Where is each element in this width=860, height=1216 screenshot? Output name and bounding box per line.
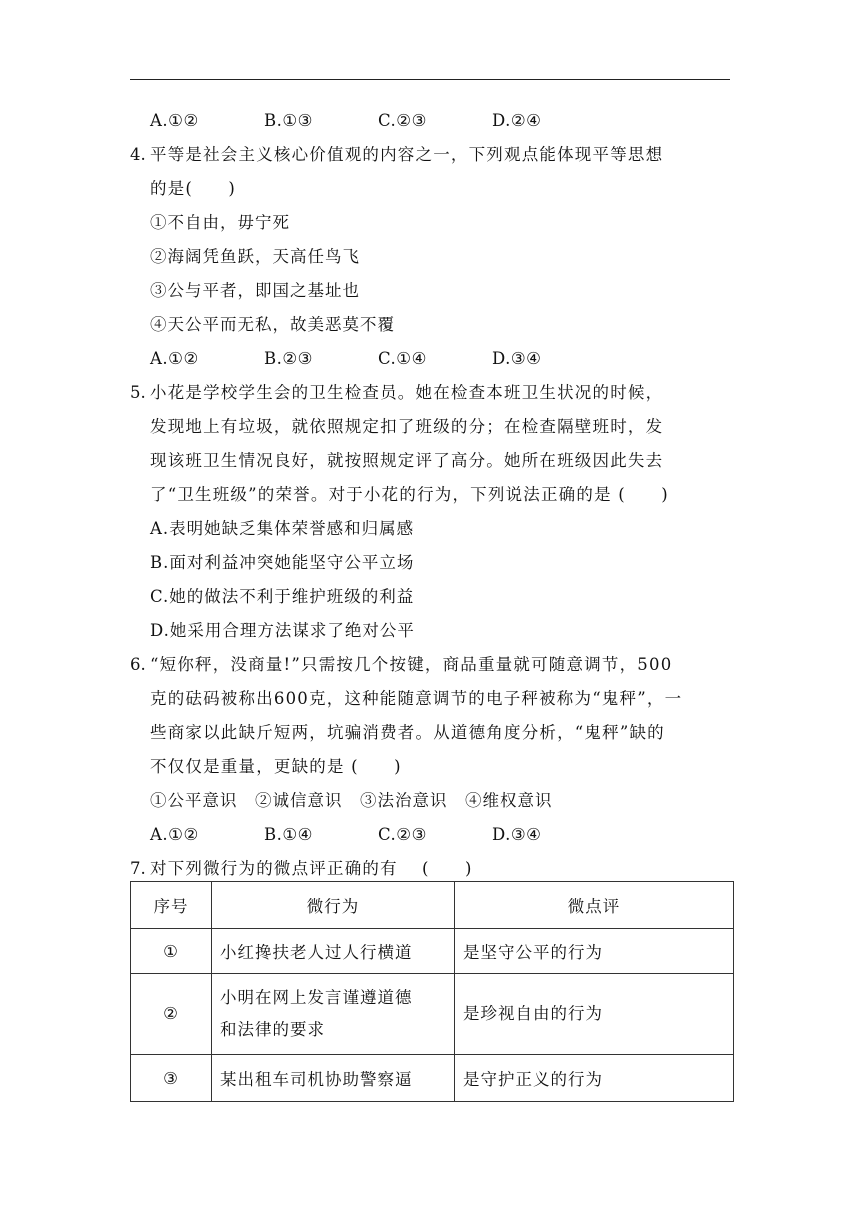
q7-stem: 7. 对下列微行为的微点评正确的有 ( ) xyxy=(130,852,730,886)
q3-option-d: D.②④ xyxy=(492,111,542,130)
q4-item-3: ③公与平者，即国之基址也 xyxy=(150,281,360,300)
q3-option-b: B.①③ xyxy=(264,111,313,130)
q3-option-c: C.②③ xyxy=(378,111,427,130)
q5-option-c: C.她的做法不利于维护班级的利益 xyxy=(150,587,415,606)
q6-option-b: B.①④ xyxy=(264,825,313,844)
q5-stem-line-4: 了“卫生班级”的荣誉。对于小花的行为，下列说法正确的是 ( ) xyxy=(150,485,669,504)
q5-option-d: D.她采用合理方法谋求了绝对公平 xyxy=(150,621,415,640)
table-header-row xyxy=(131,882,734,929)
q6-stem-line-3: 些商家以此缺斤短两，坑骗消费者。从道德角度分析，“鬼秤”缺的 xyxy=(150,723,665,742)
table-cell-act-line-2: 和法律的要求 xyxy=(220,1020,325,1039)
table-header-comment: 微点评 xyxy=(455,882,734,929)
table-cell-act: 某出租车司机协助警察逼 xyxy=(212,1055,455,1102)
q6-option-c: C.②③ xyxy=(378,825,427,844)
q4-item-1: ①不自由，毋宁死 xyxy=(150,213,290,232)
q7-number: 7. xyxy=(130,859,146,878)
table-cell-no: ② xyxy=(131,974,212,1055)
q4-stem-line-2: 的是( ) xyxy=(150,179,237,198)
table-cell-act xyxy=(212,974,455,1055)
question-content xyxy=(130,104,730,886)
q4-item-4: ④天公平而无私，故美恶莫不覆 xyxy=(150,315,395,334)
q6-stem-line-2: 克的砝码被称出600克，这种能随意调节的电子秤被称为“鬼秤”，一 xyxy=(150,689,683,708)
q6-stem-line-4: 不仅仅是重量，更缺的是 ( ) xyxy=(150,757,402,776)
q4-options xyxy=(130,342,730,376)
table-cell-no: ① xyxy=(131,929,212,974)
table-header-act: 微行为 xyxy=(212,882,455,929)
q6-options xyxy=(130,818,730,852)
q6-option-a: A.①② xyxy=(150,825,199,844)
q5-stem-line-2: 发现地上有垃圾，就依照规定扣了班级的分；在检查隔壁班时，发 xyxy=(150,417,664,436)
q4-number: 4. xyxy=(130,145,146,164)
table-cell-act-line-1: 小明在网上发言谨遵道德 xyxy=(220,988,413,1007)
q6-stem-line-1: 6. “短你秤，没商量!”只需按几个按键，商品重量就可随意调节，500 xyxy=(130,648,730,682)
q4-option-d: D.③④ xyxy=(492,349,542,368)
q4-item-2: ②海阔凭鱼跃，天高任鸟飞 xyxy=(150,247,360,266)
table-cell-comment: 是守护正义的行为 xyxy=(455,1055,734,1102)
q5-number: 5. xyxy=(130,383,146,402)
q5-stem-line-3: 现该班卫生情况良好，就按照规定评了高分。她所在班级因此失去 xyxy=(150,451,664,470)
q4-option-c: C.①④ xyxy=(378,349,427,368)
q4-option-a: A.①② xyxy=(150,349,199,368)
table-header-no: 序号 xyxy=(131,882,212,929)
table-cell-no: ③ xyxy=(131,1055,212,1102)
table-cell-comment: 是坚守公平的行为 xyxy=(455,929,734,974)
q6-items: ①公平意识 ②诚信意识 ③法治意识 ④维权意识 xyxy=(150,791,553,810)
q6-option-d: D.③④ xyxy=(492,825,542,844)
table-cell-act: 小红搀扶老人过人行横道 xyxy=(212,929,455,974)
q5-option-a: A.表明她缺乏集体荣誉感和归属感 xyxy=(150,519,415,538)
q5-stem-line-1: 5. 小花是学校学生会的卫生检查员。她在检查本班卫生状况的时候， xyxy=(130,376,730,410)
q3-option-a: A.①② xyxy=(150,111,199,130)
q6-number: 6. xyxy=(130,655,146,674)
q4-option-b: B.②③ xyxy=(264,349,313,368)
table-cell-comment: 是珍视自由的行为 xyxy=(455,974,734,1055)
q4-stem-line-1: 4. 平等是社会主义核心价值观的内容之一，下列观点能体现平等思想 xyxy=(130,138,730,172)
table-row xyxy=(131,1055,734,1102)
q5-option-b: B.面对利益冲突她能坚守公平立场 xyxy=(150,553,415,572)
header-rule xyxy=(130,79,730,80)
table-row xyxy=(131,929,734,974)
table-row xyxy=(131,974,734,1055)
q7-table xyxy=(130,881,734,1102)
q3-options xyxy=(130,104,730,138)
